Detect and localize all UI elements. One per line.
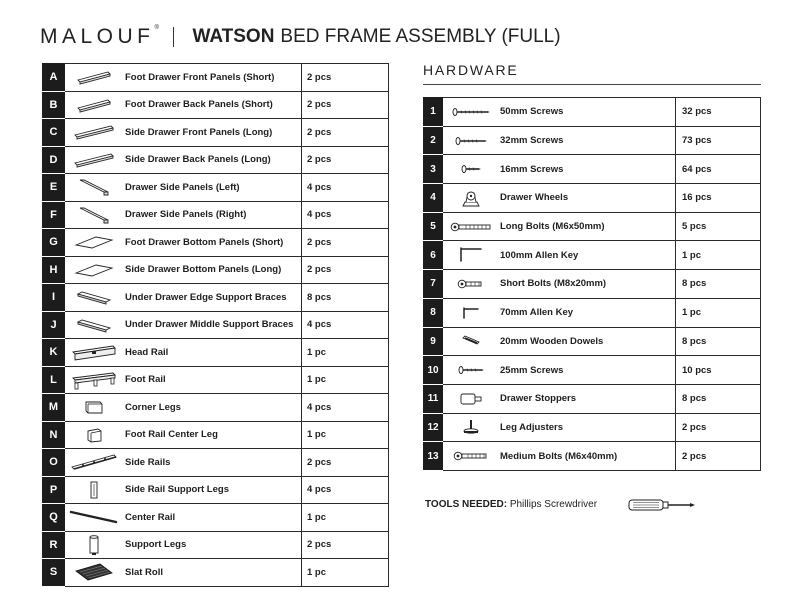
hardware-name: 25mm Screws [498, 356, 676, 385]
corner-leg-icon [65, 394, 123, 422]
long-panel-icon [65, 146, 123, 174]
foot-rail-icon [65, 366, 123, 394]
head-rail-icon [65, 339, 123, 367]
part-name: Side Drawer Front Panels (Long) [123, 119, 302, 147]
part-row [42, 531, 389, 559]
hardware-number: 1 [423, 98, 443, 127]
hardware-row [423, 98, 761, 127]
hardware-quantity: 8 pcs [676, 327, 761, 356]
hardware-name: 50mm Screws [498, 98, 676, 127]
part-row [42, 174, 389, 202]
part-row [42, 91, 389, 119]
part-quantity: 4 pcs [302, 311, 389, 339]
page-header [40, 22, 561, 52]
allen-key-icon [443, 241, 498, 270]
dowel-icon [443, 327, 498, 356]
bottom-panel-icon [65, 256, 123, 284]
part-name: Center Rail [123, 504, 302, 532]
cylinder-leg-icon [65, 531, 123, 559]
hardware-quantity: 2 pcs [676, 413, 761, 442]
hardware-name: Leg Adjusters [498, 413, 676, 442]
hardware-number: 2 [423, 126, 443, 155]
part-row [42, 64, 389, 92]
part-name: Side Rails [123, 449, 302, 477]
part-quantity: 2 pcs [302, 531, 389, 559]
part-letter: Q [42, 504, 65, 532]
model-name: WATSON [192, 26, 275, 47]
medium-screw-icon [443, 126, 498, 155]
part-quantity: 4 pcs [302, 394, 389, 422]
hardware-name: 70mm Allen Key [498, 298, 676, 327]
part-quantity: 1 pc [302, 366, 389, 394]
hardware-quantity: 32 pcs [676, 98, 761, 127]
short-bolt-icon [443, 270, 498, 299]
hardware-row [423, 155, 761, 184]
hardware-row [423, 442, 761, 471]
brace-icon [65, 311, 123, 339]
support-leg-icon [65, 476, 123, 504]
part-name: Foot Drawer Back Panels (Short) [123, 91, 302, 119]
part-quantity: 2 pcs [302, 229, 389, 257]
hardware-name: 20mm Wooden Dowels [498, 327, 676, 356]
part-row [42, 284, 389, 312]
part-letter: S [42, 559, 65, 587]
part-name: Drawer Side Panels (Left) [123, 174, 302, 202]
part-name: Foot Drawer Front Panels (Short) [123, 64, 302, 92]
hardware-row [423, 184, 761, 213]
hardware-number: 11 [423, 384, 443, 413]
part-row [42, 119, 389, 147]
part-name: Under Drawer Middle Support Braces [123, 311, 302, 339]
hardware-quantity: 5 pcs [676, 212, 761, 241]
part-letter: C [42, 119, 65, 147]
hardware-row [423, 356, 761, 385]
hardware-name: Long Bolts (M6x50mm) [498, 212, 676, 241]
hardware-quantity: 16 pcs [676, 184, 761, 213]
hardware-number: 13 [423, 442, 443, 471]
hardware-number: 5 [423, 212, 443, 241]
part-letter: D [42, 146, 65, 174]
hardware-row [423, 327, 761, 356]
part-letter: J [42, 311, 65, 339]
center-rail-icon [65, 504, 123, 532]
part-name: Foot Drawer Bottom Panels (Short) [123, 229, 302, 257]
part-row [42, 339, 389, 367]
short-panel-icon [65, 64, 123, 92]
hardware-number: 8 [423, 298, 443, 327]
wheel-icon [443, 184, 498, 213]
hardware-quantity: 73 pcs [676, 126, 761, 155]
part-quantity: 2 pcs [302, 256, 389, 284]
tools-label: TOOLS NEEDED: [425, 499, 508, 510]
part-letter: A [42, 64, 65, 92]
hardware-number: 7 [423, 270, 443, 299]
hardware-number: 10 [423, 356, 443, 385]
hardware-table [423, 97, 761, 471]
hardware-quantity: 1 pc [676, 298, 761, 327]
part-row [42, 394, 389, 422]
hardware-number: 9 [423, 327, 443, 356]
short-screw-icon [443, 155, 498, 184]
part-name: Side Rail Support Legs [123, 476, 302, 504]
part-row [42, 421, 389, 449]
part-row [42, 256, 389, 284]
hardware-row [423, 212, 761, 241]
parts-table [42, 63, 389, 587]
hardware-quantity: 1 pc [676, 241, 761, 270]
page-title: BED FRAME ASSEMBLY (FULL) [280, 26, 561, 47]
part-quantity: 1 pc [302, 421, 389, 449]
part-letter: K [42, 339, 65, 367]
stopper-icon [443, 384, 498, 413]
short-panel-icon [65, 91, 123, 119]
bottom-panel-icon [65, 229, 123, 257]
hardware-divider [423, 84, 761, 85]
part-letter: G [42, 229, 65, 257]
side-rail-icon [65, 449, 123, 477]
slat-roll-icon [65, 559, 123, 587]
part-row [42, 449, 389, 477]
tools-needed [425, 499, 597, 510]
screwdriver-icon [628, 498, 696, 517]
part-quantity: 4 pcs [302, 476, 389, 504]
part-letter: L [42, 366, 65, 394]
part-quantity: 1 pc [302, 559, 389, 587]
part-quantity: 8 pcs [302, 284, 389, 312]
hardware-row [423, 126, 761, 155]
hardware-row [423, 413, 761, 442]
part-name: Drawer Side Panels (Right) [123, 201, 302, 229]
hardware-name: 100mm Allen Key [498, 241, 676, 270]
brace-icon [65, 284, 123, 312]
part-quantity: 2 pcs [302, 449, 389, 477]
part-row [42, 311, 389, 339]
part-letter: F [42, 201, 65, 229]
part-name: Slat Roll [123, 559, 302, 587]
part-quantity: 1 pc [302, 504, 389, 532]
long-panel-icon [65, 119, 123, 147]
part-name: Side Drawer Bottom Panels (Long) [123, 256, 302, 284]
part-row [42, 504, 389, 532]
part-name: Foot Rail Center Leg [123, 421, 302, 449]
header-divider [173, 27, 175, 47]
part-quantity: 2 pcs [302, 91, 389, 119]
hardware-name: 32mm Screws [498, 126, 676, 155]
part-row [42, 229, 389, 257]
hardware-quantity: 64 pcs [676, 155, 761, 184]
hardware-name: Drawer Wheels [498, 184, 676, 213]
part-quantity: 2 pcs [302, 119, 389, 147]
part-letter: P [42, 476, 65, 504]
part-row [42, 366, 389, 394]
hardware-row [423, 270, 761, 299]
brand-logo: MALOUF® [40, 25, 159, 48]
part-letter: E [42, 174, 65, 202]
screw-icon [443, 356, 498, 385]
hardware-row [423, 241, 761, 270]
hardware-name: Short Bolts (M8x20mm) [498, 270, 676, 299]
part-letter: I [42, 284, 65, 312]
part-quantity: 4 pcs [302, 201, 389, 229]
center-leg-icon [65, 421, 123, 449]
side-panel-icon [65, 201, 123, 229]
hardware-name: Medium Bolts (M6x40mm) [498, 442, 676, 471]
hardware-quantity: 8 pcs [676, 384, 761, 413]
part-letter: N [42, 421, 65, 449]
hardware-heading: HARDWARE [423, 62, 519, 78]
hardware-quantity: 8 pcs [676, 270, 761, 299]
part-letter: M [42, 394, 65, 422]
part-row [42, 201, 389, 229]
part-quantity: 2 pcs [302, 146, 389, 174]
part-name: Side Drawer Back Panels (Long) [123, 146, 302, 174]
part-row [42, 146, 389, 174]
hardware-row [423, 384, 761, 413]
part-name: Foot Rail [123, 366, 302, 394]
hardware-name: Drawer Stoppers [498, 384, 676, 413]
part-name: Under Drawer Edge Support Braces [123, 284, 302, 312]
side-panel-icon [65, 174, 123, 202]
hardware-quantity: 10 pcs [676, 356, 761, 385]
leg-adjuster-icon [443, 413, 498, 442]
part-quantity: 2 pcs [302, 64, 389, 92]
part-quantity: 1 pc [302, 339, 389, 367]
hardware-number: 12 [423, 413, 443, 442]
hardware-number: 3 [423, 155, 443, 184]
part-quantity: 4 pcs [302, 174, 389, 202]
long-bolt-icon [443, 212, 498, 241]
hardware-number: 6 [423, 241, 443, 270]
long-screw-icon [443, 98, 498, 127]
part-name: Corner Legs [123, 394, 302, 422]
part-name: Support Legs [123, 531, 302, 559]
part-letter: R [42, 531, 65, 559]
medium-bolt-icon [443, 442, 498, 471]
part-letter: B [42, 91, 65, 119]
hardware-quantity: 2 pcs [676, 442, 761, 471]
part-row [42, 476, 389, 504]
part-row [42, 559, 389, 587]
part-name: Head Rail [123, 339, 302, 367]
hardware-number: 4 [423, 184, 443, 213]
part-letter: O [42, 449, 65, 477]
tools-value: Phillips Screwdriver [509, 499, 598, 510]
part-letter: H [42, 256, 65, 284]
hardware-name: 16mm Screws [498, 155, 676, 184]
small-allen-key-icon [443, 298, 498, 327]
hardware-row [423, 298, 761, 327]
